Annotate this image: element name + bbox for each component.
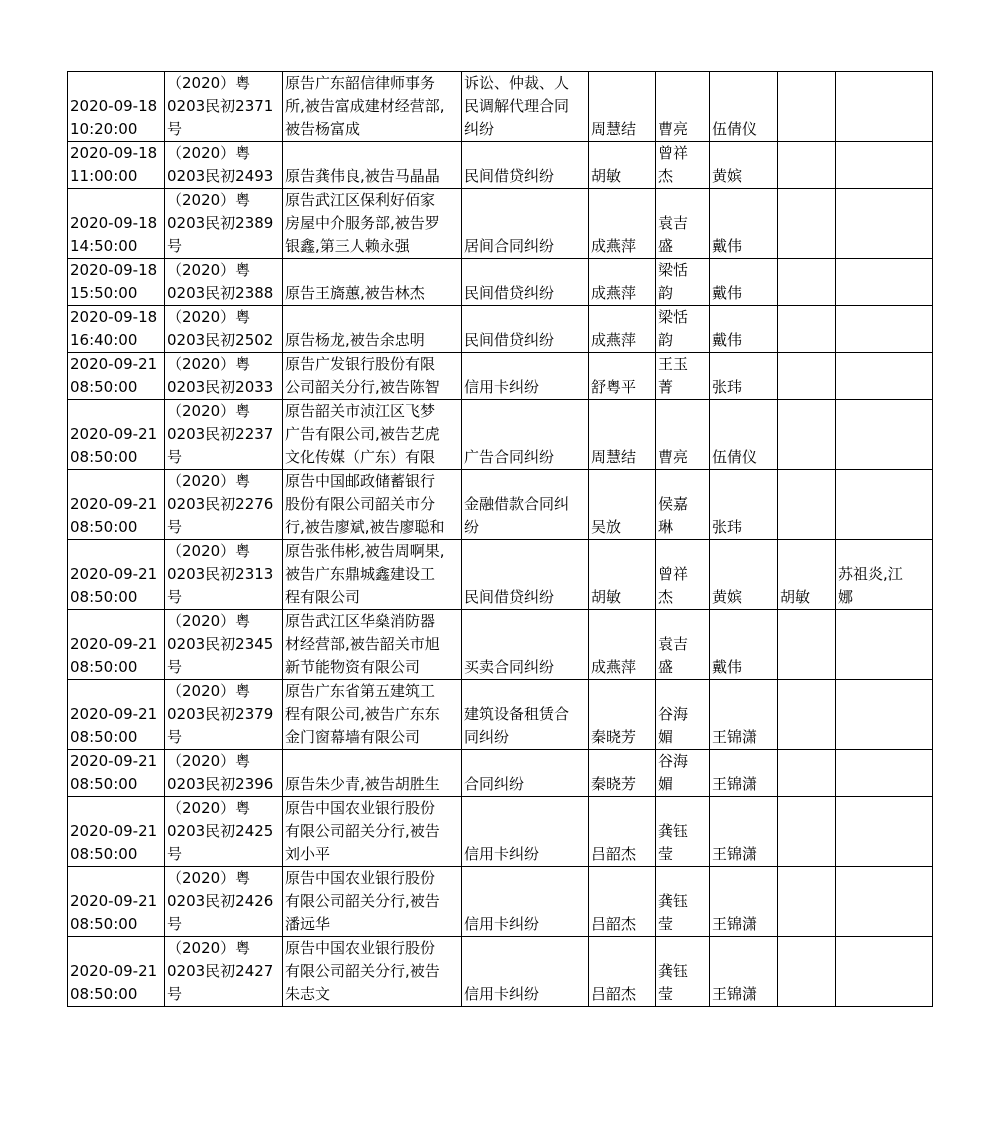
juror-cell — [836, 540, 933, 610]
assistant-text: 王锦潇 — [712, 728, 758, 746]
case-cause-text: 建筑设备租赁合 同纠纷 — [464, 705, 570, 746]
hearing-time-text: 2020-09-18 16:40:00 — [70, 308, 158, 349]
case-number-text: （2020）粤 0203民初2427 号 — [167, 939, 274, 1003]
case-cause-text: 民间借贷纠纷 — [464, 588, 555, 606]
parties-cell — [283, 937, 462, 1007]
case-cause-text: 信用卡纠纷 — [464, 378, 540, 396]
assistant-text: 戴伟 — [712, 284, 743, 302]
case-number-cell — [165, 259, 283, 306]
presiding-judge-cell — [589, 540, 656, 610]
presiding-judge-text: 成燕萍 — [591, 237, 637, 255]
parties-cell — [283, 72, 462, 142]
presiding-judge-cell — [589, 797, 656, 867]
case-number-text: （2020）粤 0203民初2371 号 — [167, 74, 274, 138]
hearing-time-text: 2020-09-21 08:50:00 — [70, 705, 158, 746]
case-cause-text: 民间借贷纠纷 — [464, 284, 555, 302]
extra-judge-cell — [778, 400, 836, 470]
hearing-time-cell — [68, 797, 165, 867]
hearing-time-cell — [68, 470, 165, 540]
juror-cell — [836, 610, 933, 680]
parties-text: 原告龚伟良,被告马晶晶 — [285, 167, 440, 185]
parties-text: 原告韶关市浈江区飞梦 广告有限公司,被告艺虎 文化传媒（广东）有限 — [285, 402, 440, 466]
juror-cell — [836, 142, 933, 189]
case-number-cell — [165, 470, 283, 540]
presiding-judge-cell — [589, 189, 656, 259]
table-row — [68, 400, 933, 470]
presiding-judge-cell — [589, 750, 656, 797]
hearing-time-cell — [68, 72, 165, 142]
clerk-cell — [656, 680, 710, 750]
parties-text: 原告张伟彬,被告周啊果, 被告广东鼎城鑫建设工 程有限公司 — [285, 542, 445, 606]
hearing-time-text: 2020-09-18 10:20:00 — [70, 97, 158, 138]
assistant-cell — [710, 259, 778, 306]
table-row — [68, 470, 933, 540]
parties-cell — [283, 540, 462, 610]
extra-judge-cell — [778, 189, 836, 259]
hearing-time-cell — [68, 750, 165, 797]
juror-cell — [836, 353, 933, 400]
clerk-cell — [656, 72, 710, 142]
assistant-cell — [710, 306, 778, 353]
juror-cell — [836, 259, 933, 306]
case-cause-text: 信用卡纠纷 — [464, 845, 540, 863]
extra-judge-cell — [778, 470, 836, 540]
parties-text: 原告中国农业银行股份 有限公司韶关分行,被告 朱志文 — [285, 939, 440, 1003]
case-number-text: （2020）粤 0203民初2389 号 — [167, 191, 274, 255]
juror-cell — [836, 470, 933, 540]
assistant-text: 王锦潇 — [712, 915, 758, 933]
case-cause-cell — [462, 470, 589, 540]
parties-cell — [283, 306, 462, 353]
presiding-judge-cell — [589, 470, 656, 540]
parties-text: 原告广发银行股份有限 公司韶关分行,被告陈智 — [285, 355, 440, 396]
clerk-text: 袁吉 盛 — [658, 635, 689, 676]
case-number-cell — [165, 610, 283, 680]
presiding-judge-text: 吕韶杰 — [591, 985, 637, 1003]
table-row — [68, 797, 933, 867]
presiding-judge-cell — [589, 680, 656, 750]
hearing-time-text: 2020-09-18 11:00:00 — [70, 144, 158, 185]
case-number-text: （2020）粤 0203民初2426 号 — [167, 869, 274, 933]
parties-text: 原告王旖蕙,被告林杰 — [285, 284, 425, 302]
presiding-judge-text: 周慧结 — [591, 448, 637, 466]
parties-cell — [283, 680, 462, 750]
case-cause-cell — [462, 937, 589, 1007]
assistant-text: 王锦潇 — [712, 845, 758, 863]
juror-cell — [836, 750, 933, 797]
clerk-cell — [656, 937, 710, 1007]
case-number-text: （2020）粤 0203民初2033 — [167, 355, 274, 396]
case-number-text: （2020）粤 0203民初2237 号 — [167, 402, 274, 466]
clerk-text: 王玉 菁 — [658, 355, 689, 396]
case-number-text: （2020）粤 0203民初2313 号 — [167, 542, 274, 606]
juror-cell — [836, 937, 933, 1007]
assistant-cell — [710, 72, 778, 142]
parties-cell — [283, 353, 462, 400]
case-cause-cell — [462, 610, 589, 680]
extra-judge-cell — [778, 306, 836, 353]
hearing-time-cell — [68, 610, 165, 680]
hearing-time-cell — [68, 189, 165, 259]
presiding-judge-text: 成燕萍 — [591, 331, 637, 349]
assistant-cell — [710, 142, 778, 189]
assistant-text: 戴伟 — [712, 331, 743, 349]
case-number-text: （2020）粤 0203民初2276 号 — [167, 472, 274, 536]
presiding-judge-cell — [589, 610, 656, 680]
case-number-text: （2020）粤 0203民初2379 号 — [167, 682, 274, 746]
assistant-text: 黄嫔 — [712, 588, 743, 606]
case-cause-text: 民间借贷纠纷 — [464, 167, 555, 185]
juror-cell — [836, 680, 933, 750]
clerk-cell — [656, 750, 710, 797]
hearing-time-cell — [68, 400, 165, 470]
hearing-time-text: 2020-09-21 08:50:00 — [70, 962, 158, 1003]
case-cause-text: 民间借贷纠纷 — [464, 331, 555, 349]
case-cause-cell — [462, 680, 589, 750]
hearing-time-text: 2020-09-18 15:50:00 — [70, 261, 158, 302]
case-number-cell — [165, 400, 283, 470]
presiding-judge-cell — [589, 400, 656, 470]
clerk-text: 梁恬 韵 — [658, 308, 689, 349]
assistant-text: 戴伟 — [712, 658, 743, 676]
clerk-cell — [656, 867, 710, 937]
parties-text: 原告武江区华燊消防器 材经营部,被告韶关市旭 新节能物资有限公司 — [285, 612, 440, 676]
presiding-judge-text: 秦晓芳 — [591, 728, 637, 746]
presiding-judge-text: 吴放 — [591, 518, 622, 536]
case-cause-cell — [462, 750, 589, 797]
case-number-cell — [165, 750, 283, 797]
clerk-text: 龚钰 莹 — [658, 962, 689, 1003]
clerk-cell — [656, 189, 710, 259]
extra-judge-cell — [778, 610, 836, 680]
extra-judge-cell — [778, 540, 836, 610]
parties-cell — [283, 470, 462, 540]
parties-text: 原告中国农业银行股份 有限公司韶关分行,被告 刘小平 — [285, 799, 440, 863]
case-cause-text: 广告合同纠纷 — [464, 448, 555, 466]
clerk-text: 谷海 媚 — [658, 705, 689, 746]
case-number-cell — [165, 306, 283, 353]
extra-judge-cell — [778, 750, 836, 797]
presiding-judge-cell — [589, 306, 656, 353]
case-number-cell — [165, 937, 283, 1007]
juror-cell — [836, 797, 933, 867]
parties-text: 原告杨龙,被告余忠明 — [285, 331, 425, 349]
table-row — [68, 306, 933, 353]
table-row — [68, 72, 933, 142]
extra-judge-cell — [778, 72, 836, 142]
hearing-time-text: 2020-09-21 08:50:00 — [70, 822, 158, 863]
case-number-text: （2020）粤 0203民初2502 — [167, 308, 274, 349]
table-row — [68, 142, 933, 189]
table-row — [68, 540, 933, 610]
extra-judge-cell — [778, 142, 836, 189]
case-cause-cell — [462, 142, 589, 189]
case-number-text: （2020）粤 0203民初2493 — [167, 144, 274, 185]
hearing-time-text: 2020-09-21 08:50:00 — [70, 752, 158, 793]
presiding-judge-text: 成燕萍 — [591, 284, 637, 302]
clerk-cell — [656, 306, 710, 353]
assistant-cell — [710, 189, 778, 259]
hearing-time-cell — [68, 306, 165, 353]
juror-cell — [836, 189, 933, 259]
clerk-cell — [656, 610, 710, 680]
extra-judge-cell — [778, 259, 836, 306]
case-cause-text: 信用卡纠纷 — [464, 985, 540, 1003]
juror-cell — [836, 306, 933, 353]
clerk-cell — [656, 797, 710, 867]
case-number-cell — [165, 867, 283, 937]
assistant-cell — [710, 680, 778, 750]
assistant-cell — [710, 937, 778, 1007]
hearing-time-text: 2020-09-21 08:50:00 — [70, 635, 158, 676]
case-cause-text: 诉讼、仲裁、人 民调解代理合同 纠纷 — [464, 74, 570, 138]
assistant-cell — [710, 400, 778, 470]
juror-cell — [836, 400, 933, 470]
assistant-cell — [710, 750, 778, 797]
case-cause-cell — [462, 72, 589, 142]
clerk-text: 曹亮 — [658, 120, 689, 138]
presiding-judge-text: 胡敏 — [591, 588, 622, 606]
assistant-cell — [710, 470, 778, 540]
hearing-time-text: 2020-09-21 08:50:00 — [70, 495, 158, 536]
presiding-judge-cell — [589, 867, 656, 937]
extra-judge-text: 胡敏 — [780, 588, 811, 606]
clerk-cell — [656, 353, 710, 400]
case-cause-cell — [462, 259, 589, 306]
clerk-text: 谷海 媚 — [658, 752, 689, 793]
presiding-judge-text: 舒粤平 — [591, 378, 637, 396]
presiding-judge-cell — [589, 259, 656, 306]
assistant-text: 黄嫔 — [712, 167, 743, 185]
case-cause-cell — [462, 797, 589, 867]
parties-text: 原告中国农业银行股份 有限公司韶关分行,被告 潘远华 — [285, 869, 440, 933]
presiding-judge-cell — [589, 72, 656, 142]
case-number-text: （2020）粤 0203民初2425 号 — [167, 799, 274, 863]
hearing-time-cell — [68, 867, 165, 937]
clerk-text: 袁吉 盛 — [658, 214, 689, 255]
parties-cell — [283, 610, 462, 680]
assistant-cell — [710, 867, 778, 937]
case-cause-cell — [462, 353, 589, 400]
hearing-time-text: 2020-09-21 08:50:00 — [70, 565, 158, 606]
table-row — [68, 610, 933, 680]
case-number-text: （2020）粤 0203民初2388 — [167, 261, 274, 302]
table-row — [68, 937, 933, 1007]
assistant-text: 张玮 — [712, 378, 743, 396]
case-cause-text: 信用卡纠纷 — [464, 915, 540, 933]
clerk-text: 龚钰 莹 — [658, 892, 689, 933]
case-number-text: （2020）粤 0203民初2396 — [167, 752, 274, 793]
parties-text: 原告广东省第五建筑工 程有限公司,被告广东东 金门窗幕墙有限公司 — [285, 682, 440, 746]
clerk-cell — [656, 400, 710, 470]
case-cause-cell — [462, 867, 589, 937]
juror-text: 苏祖炎,江 娜 — [838, 565, 903, 606]
hearing-time-cell — [68, 142, 165, 189]
presiding-judge-cell — [589, 937, 656, 1007]
assistant-cell — [710, 353, 778, 400]
hearing-time-text: 2020-09-18 14:50:00 — [70, 214, 158, 255]
case-number-cell — [165, 353, 283, 400]
case-number-cell — [165, 142, 283, 189]
case-cause-cell — [462, 189, 589, 259]
case-number-cell — [165, 189, 283, 259]
case-cause-text: 居间合同纠纷 — [464, 237, 555, 255]
table-row — [68, 353, 933, 400]
assistant-cell — [710, 797, 778, 867]
extra-judge-cell — [778, 937, 836, 1007]
hearing-time-text: 2020-09-21 08:50:00 — [70, 355, 158, 396]
hearing-time-text: 2020-09-21 08:50:00 — [70, 425, 158, 466]
clerk-text: 曾祥 杰 — [658, 144, 689, 185]
assistant-text: 王锦潇 — [712, 775, 758, 793]
extra-judge-cell — [778, 797, 836, 867]
table-row — [68, 867, 933, 937]
presiding-judge-cell — [589, 353, 656, 400]
table-row — [68, 189, 933, 259]
clerk-text: 梁恬 韵 — [658, 261, 689, 302]
clerk-cell — [656, 470, 710, 540]
clerk-cell — [656, 259, 710, 306]
hearing-time-cell — [68, 680, 165, 750]
case-cause-cell — [462, 540, 589, 610]
parties-cell — [283, 259, 462, 306]
clerk-text: 龚钰 莹 — [658, 822, 689, 863]
presiding-judge-text: 胡敏 — [591, 167, 622, 185]
hearing-time-cell — [68, 937, 165, 1007]
hearing-time-cell — [68, 353, 165, 400]
case-cause-text: 金融借款合同纠 纷 — [464, 495, 570, 536]
hearing-schedule-table — [67, 71, 933, 1007]
parties-cell — [283, 142, 462, 189]
assistant-text: 王锦潇 — [712, 985, 758, 1003]
table-row — [68, 259, 933, 306]
parties-cell — [283, 867, 462, 937]
assistant-cell — [710, 540, 778, 610]
extra-judge-cell — [778, 680, 836, 750]
parties-text: 原告武江区保利好佰家 房屋中介服务部,被告罗 银鑫,第三人赖永强 — [285, 191, 440, 255]
case-number-cell — [165, 680, 283, 750]
assistant-text: 伍倩仪 — [712, 448, 758, 466]
parties-cell — [283, 400, 462, 470]
presiding-judge-text: 吕韶杰 — [591, 915, 637, 933]
parties-cell — [283, 189, 462, 259]
parties-text: 原告朱少青,被告胡胜生 — [285, 775, 440, 793]
juror-cell — [836, 72, 933, 142]
case-number-cell — [165, 72, 283, 142]
case-cause-text: 买卖合同纠纷 — [464, 658, 555, 676]
table-row — [68, 680, 933, 750]
table-body — [68, 72, 933, 1007]
presiding-judge-text: 秦晓芳 — [591, 775, 637, 793]
case-number-cell — [165, 540, 283, 610]
clerk-cell — [656, 142, 710, 189]
parties-cell — [283, 750, 462, 797]
case-number-cell — [165, 797, 283, 867]
table-row — [68, 750, 933, 797]
clerk-cell — [656, 540, 710, 610]
presiding-judge-text: 吕韶杰 — [591, 845, 637, 863]
case-cause-cell — [462, 400, 589, 470]
parties-text: 原告广东韶信律师事务 所,被告富成建材经营部, 被告杨富成 — [285, 74, 445, 138]
hearing-time-cell — [68, 540, 165, 610]
assistant-cell — [710, 610, 778, 680]
assistant-text: 伍倩仪 — [712, 120, 758, 138]
presiding-judge-text: 周慧结 — [591, 120, 637, 138]
hearing-time-text: 2020-09-21 08:50:00 — [70, 892, 158, 933]
case-number-text: （2020）粤 0203民初2345 号 — [167, 612, 274, 676]
parties-text: 原告中国邮政储蓄银行 股份有限公司韶关市分 行,被告廖斌,被告廖聪和 — [285, 472, 445, 536]
parties-cell — [283, 797, 462, 867]
assistant-text: 戴伟 — [712, 237, 743, 255]
extra-judge-cell — [778, 353, 836, 400]
assistant-text: 张玮 — [712, 518, 743, 536]
case-cause-cell — [462, 306, 589, 353]
presiding-judge-text: 成燕萍 — [591, 658, 637, 676]
presiding-judge-cell — [589, 142, 656, 189]
hearing-time-cell — [68, 259, 165, 306]
clerk-text: 曾祥 杰 — [658, 565, 689, 606]
clerk-text: 侯嘉 琳 — [658, 495, 689, 536]
juror-cell — [836, 867, 933, 937]
clerk-text: 曹亮 — [658, 448, 689, 466]
case-cause-text: 合同纠纷 — [464, 775, 525, 793]
extra-judge-cell — [778, 867, 836, 937]
